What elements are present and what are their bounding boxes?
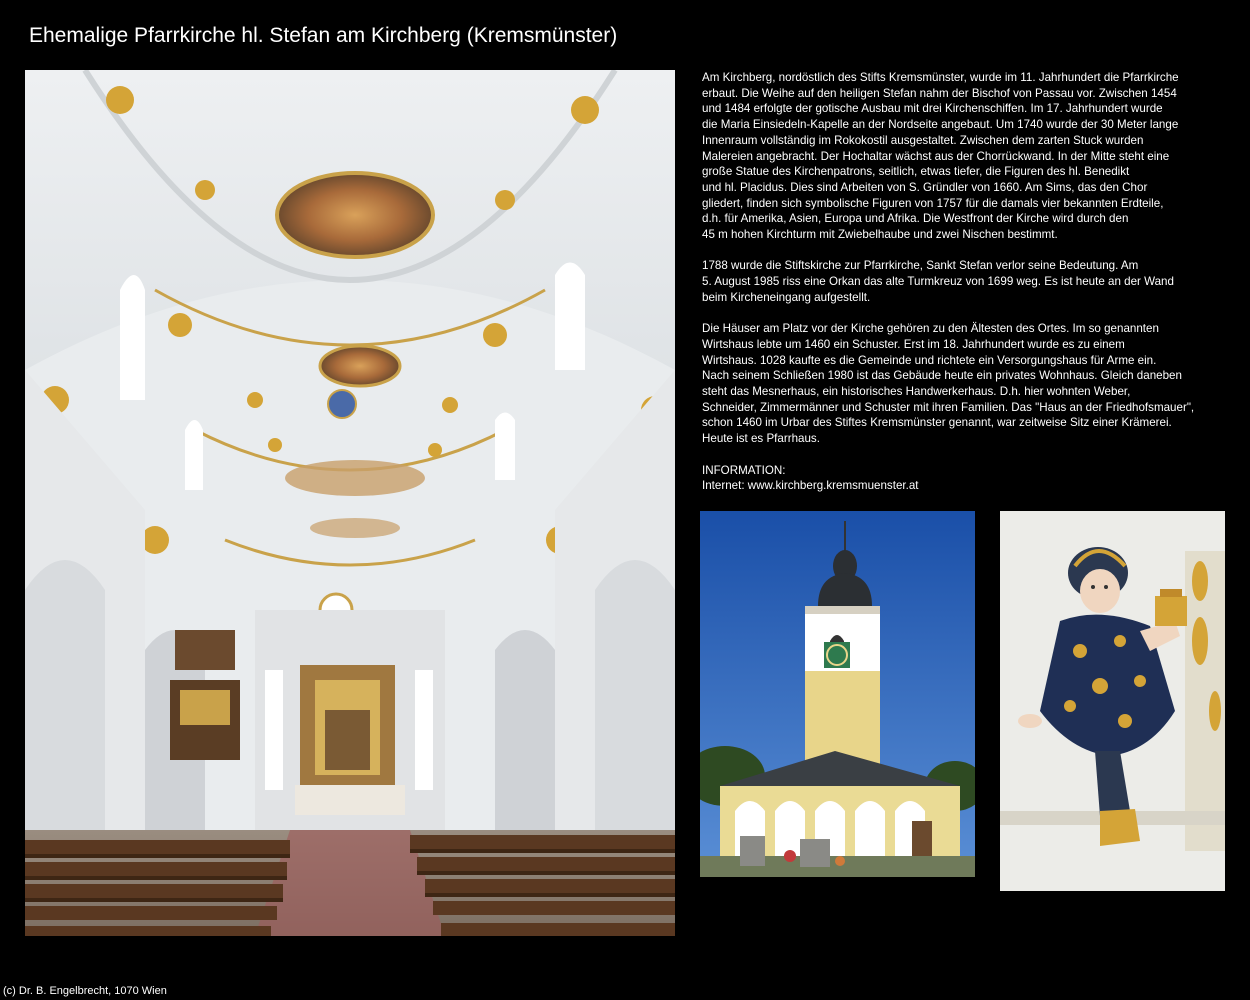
paragraph-history: Am Kirchberg, nordöstlich des Stifts Kremsmünster, wurde im 11. Jahrhundert die Pfarrkirche erbaut. Die Weihe auf den heiligen Stefan nahm der Bischof von Passau vor. Zwischen 1454 und 1484 erfolgte der gotische Ausbau mit drei Kirchenschiffen. Im 17. Jahrhundert wurde die Maria Einsiedeln-Kapelle an der Nordseite angebaut. Um 1740 wurde der 30 Meter lange Innenraum vollständig im Rokokostil ausgestaltet. Zwischen dem zarten Stuck wurden Malereien angebracht. Der Hochaltar wächst aus der Chorrückwand. In der Mitte steht eine große Statue des Kirchenpatrons, seitlich, etwas tiefer, die Figuren des hl. Benedikt und hl. Placidus. Dies sind Arbeiten von S. Gründler von 1660. Am Sims, das den Chor gliedert, finden sich symbolische Figuren von 1757 für die damals vier bekannten Erdteile, d.h. für Amerika, Asien, Europa und Afrika. Die Westfront der Kirche wird durch den 45 m hohen Kirchturm mit Zwiebelhaube und zwei Nischen bestimmt. [702, 71, 1179, 242]
paragraph-information: INFORMATION: Internet: www.kirchberg.kremsmuenster.at [702, 463, 919, 493]
page-title: Ehemalige Pfarrkirche hl. Stefan am Kirchberg (Kremsmünster) [29, 24, 618, 47]
church-tower-photo [700, 511, 975, 877]
paragraph-houses: Die Häuser am Platz vor der Kirche gehören zu den Ältesten des Ortes. Im so genannten Wirtshaus lebte um 1460 ein Schuster. Erst im 18. Jahrhundert wurde es zu einem Wirtshaus. 1028 kaufte es die Gemeinde und richtete ein Versorgungshaus für Arme ein. Nach seinem Schließen 1980 ist das Gebäude heute ein privates Wohnhaus. Gleich daneben steht das Mesnerhaus, ein historisches Handwerkerhaus. D.h. hier wohnten Weber, Schneider, Zimmermänner und Schuster mit ihren Familien. Das "Haus an der Friedhofsmauer", schon 1460 im Urbar des Stiftes Kremsmünster genannt, war zeitweise Sitz einer Krämerei. Heute ist es Pfarrhaus. [702, 322, 1195, 446]
gilded-statue-photo [1000, 511, 1225, 891]
paragraph-parish: 1788 wurde die Stiftskirche zur Pfarrkirche, Sankt Stefan verlor seine Bedeutung. Am 5. August 1985 riss eine Orkan das alte Turmkreuz von 1699 weg. Es ist heute an der Wand beim Kircheneingang aufgestellt. [702, 259, 1174, 304]
church-interior-photo [25, 70, 675, 936]
copyright-footer: (c) Dr. B. Engelbrecht, 1070 Wien [3, 985, 167, 997]
description-text [702, 70, 1232, 510]
